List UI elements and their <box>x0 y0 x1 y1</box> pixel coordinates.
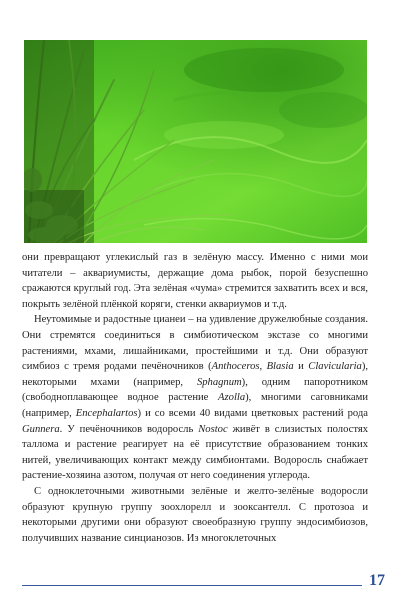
text-run: ), некоторыми мхами (например, <box>22 361 369 388</box>
text-run: С одноклеточными животными зелёные и желто-зелёные водоросли образуют крупную группу зоохлорелл и зооксантелл. С протозоа и некоторыми другими они образуют своеобразную группу эндосимбиозов, получивших название синцианозов. Из многоклеточных <box>22 485 368 544</box>
italic-term: Anthoceros, Blasia <box>211 361 294 373</box>
italic-term: Nostoc <box>198 423 228 435</box>
paragraph-1 <box>22 250 368 312</box>
page-number: 17 <box>369 572 385 589</box>
footer-rule <box>22 585 362 586</box>
text-run: ), одним папоротником (свободноплавающее водное растение <box>22 376 368 404</box>
paragraph-2 <box>22 312 368 484</box>
italic-term: Azolla <box>218 392 246 404</box>
text-run: . У печёночников водоросль <box>59 423 199 435</box>
body-text <box>22 250 368 546</box>
italic-term: Gunnera <box>22 423 60 435</box>
text-run: живёт в слизистых полостях таллома и растение реагирует на её присутствие образованием тонких нитей, увеличивающих контакт между симбионтами. Водоросль снабжает растение-хозяина азотом, получая от него соединения углерода. <box>22 423 369 482</box>
text-run: и <box>293 361 309 373</box>
italic-term: Sphagnum <box>196 376 242 388</box>
text-run: Неутомимые и радостные цианеи – на удивление дружелюбные создания. Они стремятся соединиться в симбиотическом экстазе со многими растениями, мхами, лишайниками, простейшими и т.д. Они образуют симбиоз с тремя родами печёночников ( <box>22 314 368 373</box>
text-run: они превращают углекислый газ в зелёную массу. Именно с ними мои читатели – аквариумисты, держащие дома рыбок, порой безуспешно сражаются круглый год. Эта зелёная «чума» стремится захватить всех и вся, покрыть зелёной плёнкой коряги, стенки аквариумов и т.д. <box>22 252 368 310</box>
algae-photo-image <box>24 40 367 243</box>
text-run: ), многими саговниками (например, <box>22 392 368 419</box>
algae-photo <box>24 40 367 243</box>
italic-term: Clavicularia <box>308 361 362 373</box>
paragraph-3 <box>22 484 368 546</box>
italic-term: Encephalartos <box>75 407 138 419</box>
text-run: ) и со всеми 40 видами цветковых растений рода <box>137 407 368 419</box>
